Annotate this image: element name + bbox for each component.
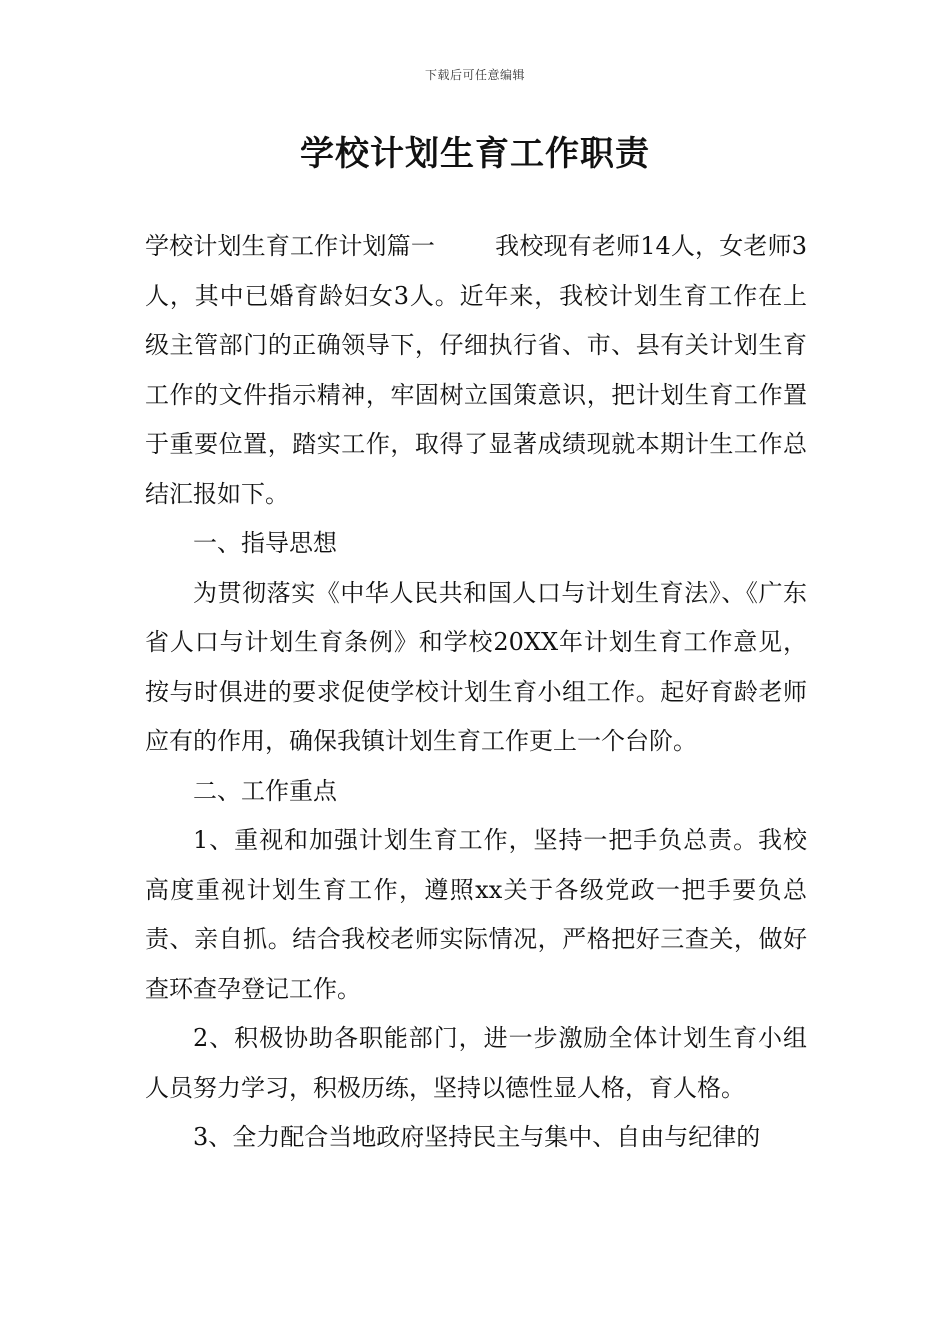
work-focus-item-1: 1、重视和加强计划生育工作，坚持一把手负总责。我校高度重视计划生育工作，遵照xx关于各级党政一把手要负总责、亲自抓。结合我校老师实际情况，严格把好三查关，做好查环查孕登记工作。 <box>145 826 807 1003</box>
section-heading-guiding-ideas: 一、指导思想 <box>193 529 337 557</box>
intro-text: 我校现有老师14人，女老师3人，其中已婚育龄妇女3人。近年来，我校计划生育工作在上级主管部门的正确领导下，仔细执行省、市、县有关计划生育工作的文件指示精神，牢固树立国策意识，把计划生育工作置于重要位置，踏实工作，取得了显著成绩现就本期计生工作总结汇报如下。 <box>145 232 808 508</box>
intro-lead: 学校计划生育工作计划篇一 <box>145 232 436 260</box>
document-title: 学校计划生育工作职责 <box>300 134 650 174</box>
work-focus-item-2: 2、积极协助各职能部门，进一步激励全体计划生育小组人员努力学习，积极历练，坚持以德性显人格，育人格。 <box>145 1024 807 1102</box>
document-body <box>145 222 807 1163</box>
intro-paragraph <box>145 222 807 519</box>
section-heading-work-focus: 二、工作重点 <box>193 776 337 805</box>
section-guiding-ideas-text: 为贯彻落实《中华人民共和国人口与计划生育法》、《广东省人口与计划生育条例》和学校20XX年计划生育工作意见，按与时俱进的要求促使学校计划生育小组工作。起好育龄老师应有的作用，确保我镇计划生育工作更上一个台阶。 <box>145 578 807 755</box>
header-note: 下载后可任意编辑 <box>424 68 525 82</box>
work-focus-item-3: 3、全力配合当地政府坚持民主与集中、自由与纪律的 <box>193 1123 761 1151</box>
